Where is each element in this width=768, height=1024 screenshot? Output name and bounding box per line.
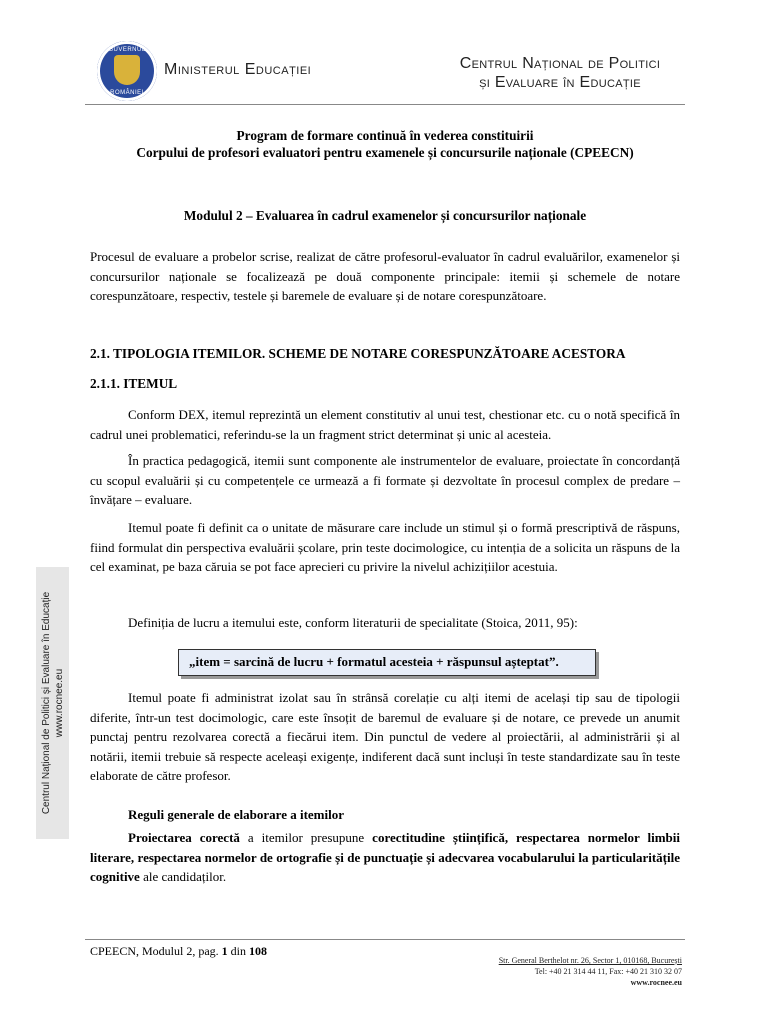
rules-bold-1: Proiectarea corectă <box>128 830 240 845</box>
paragraph-practice: În practica pedagogică, itemii sunt componente ale instrumentelor de evaluare, proiectate în concordanță cu scopul evaluării și cu competențele ce urmează a fi formate și dezvoltate în procesul complex de predare – învățare – evaluare. <box>90 453 680 507</box>
page-number: 1 <box>221 944 228 958</box>
paragraph-administration: Itemul poate fi administrat izolat sau în strânsă corelație cu alți itemi de același tip sau de tipologii diferite, într-un test docimologic, care este însoțit de baremul de evaluare și de notare, ce prevede un anumit punctaj pentru rezolvarea corectă a fiecărui item. Din punctul de vedere al proiectării, al administrării și al notării, itemii trebuie să respecte aceleași exigențe, indiferent dacă sunt incluși în teste standardizate sau în teste elaborate de către profesor. <box>90 690 680 783</box>
rules-bold-2: corectitudine științifică, respectarea normelor limbii literare, respectarea normelor de ortografie și de punctuație și adecvarea vocabularului la particularitățile cognitive <box>90 830 681 884</box>
module-title: Modulul 2 – Evaluarea în cadrul examenelor și concursurilor naționale <box>183 208 587 223</box>
page-total: 108 <box>249 944 268 958</box>
contact-phone: Tel: +40 21 314 44 11, Fax: +40 21 310 32 07 <box>534 967 682 976</box>
rules-text-1: a itemilor presupune <box>239 830 373 845</box>
institution-line1: Centrul Național de Politici <box>459 55 661 72</box>
contact-info <box>400 955 682 988</box>
subsection-heading: 2.1.1. ITEMUL <box>90 376 178 391</box>
footer-divider <box>85 939 685 940</box>
rules-heading: Reguli generale de elaborare a itemilor <box>128 807 345 822</box>
formula-text: „item = sarcină de lucru + formatul acesteia + răspunsul așteptat”. <box>189 654 559 669</box>
formula-callout <box>178 649 596 676</box>
page-indicator <box>90 944 267 959</box>
side-banner <box>36 567 69 839</box>
title-line1: Program de formare continuă în vederea constituirii <box>236 128 534 143</box>
contact-website[interactable]: www.rocnee.eu <box>630 978 682 987</box>
institution-name <box>440 54 680 92</box>
coat-of-arms-icon <box>114 55 140 85</box>
rules-text-2: ale candidaților. <box>139 869 227 884</box>
paragraph-dex: Conform DEX, itemul reprezintă un element constitutiv al unui test, chestionar etc. cu o notă specifică în cadrul unei problematici, referindu-se la un fragment strict determinat și unic al acesteia. <box>90 407 680 442</box>
paragraph-definition: Itemul poate fi definit ca o unitate de măsurare care include un stimul și o formă prescriptivă de răspuns, fiind formulat din perspectiva evaluării școlare, prin teste docimologice, cu intenția de a solicita un răspuns de la cel examinat, pe baza căruia se pot face aprecieri cu privire la nivelul achizițiilor acestuia. <box>90 520 680 574</box>
document-title <box>85 127 685 161</box>
paragraph-rules <box>90 828 680 887</box>
seal-top-text: GUVERNUL <box>108 47 146 53</box>
page-mid: din <box>227 944 250 958</box>
paragraph-working-definition: Definiția de lucru a itemului este, conform literaturii de specialitate (Stoica, 2011, 95): <box>128 615 578 630</box>
side-banner-institution: Centrul Național de Politici și Evaluare în Educație <box>40 591 52 815</box>
page-prefix: CPEECN, Modulul 2, pag. <box>90 944 222 958</box>
institution-line2: și Evaluare în Educație <box>479 74 641 91</box>
title-line2: Corpului de profesori evaluatori pentru examenele și concursurile naționale (CPEECN) <box>136 145 634 160</box>
seal-bottom-text: ROMÂNIEI <box>110 90 144 96</box>
intro-paragraph: Procesul de evaluare a probelor scrise, realizat de către profesorul-evaluator în cadrul evaluărilor, examenelor și concursurilor naționale se focalizează pe două componente principale: itemii și schemele de notare corespunzătoare, respectiv, testele și baremele de evaluare și de notare corespunzătoare. <box>90 249 680 303</box>
ministry-name: Ministerul Educației <box>164 61 312 78</box>
section-heading: 2.1. TIPOLOGIA ITEMILOR. SCHEME DE NOTARE CORESPUNZĂTOARE ACESTORA <box>90 346 626 361</box>
header-divider <box>85 104 685 105</box>
side-banner-website[interactable]: www.rocnee.eu <box>53 668 65 738</box>
contact-address: Str. General Berthelot nr. 26, Sector 1, 010168, București <box>498 956 682 965</box>
government-seal-logo <box>97 41 157 101</box>
